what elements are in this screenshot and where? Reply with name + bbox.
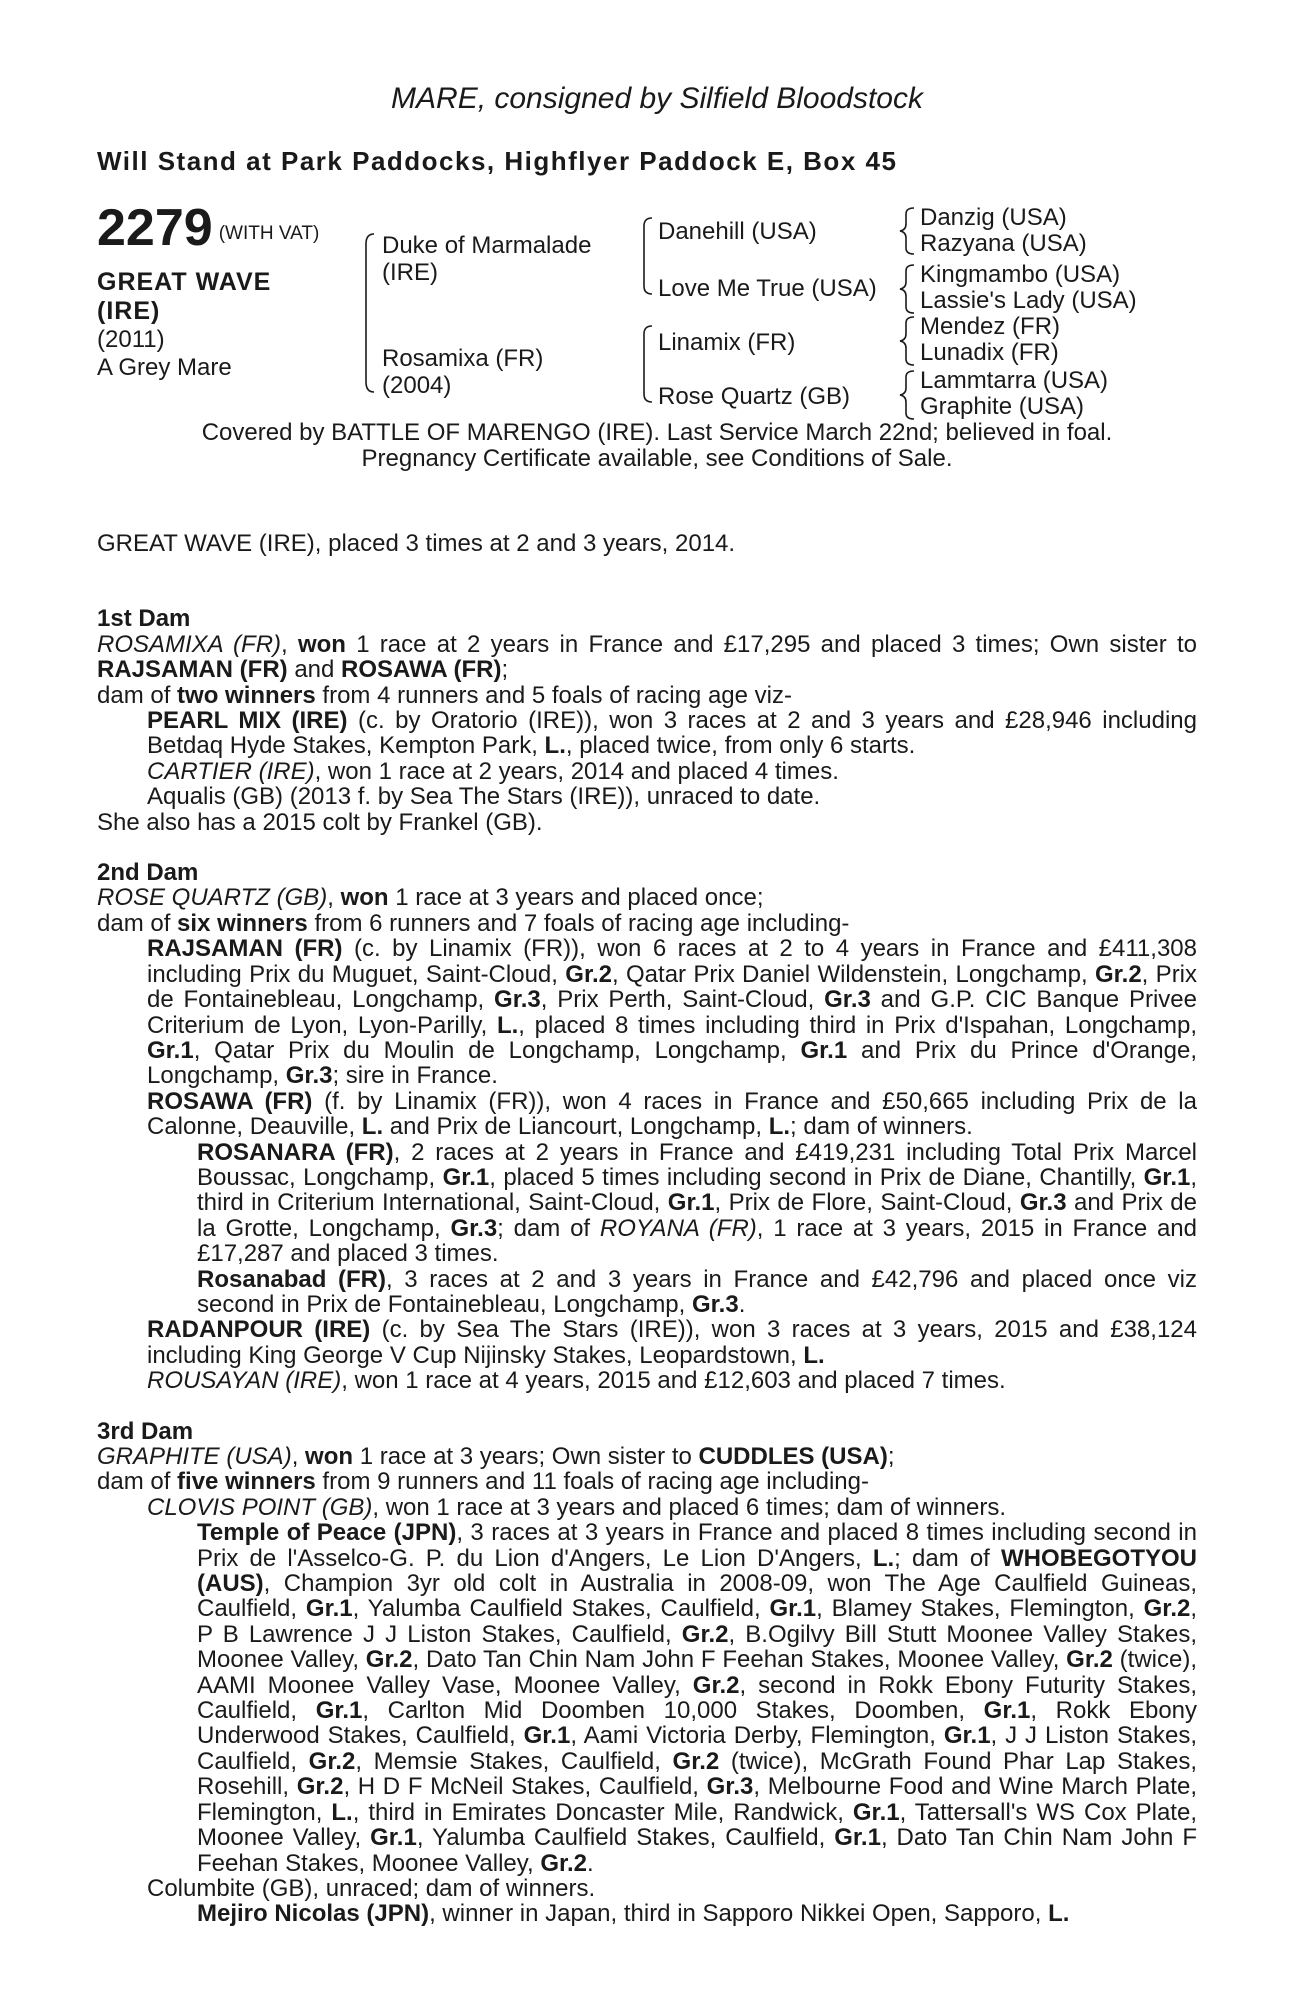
vat-note: (WITH VAT)	[218, 223, 320, 244]
race-summary: GREAT WAVE (IRE), placed 3 times at 2 and 3 years, 2014.	[97, 530, 736, 557]
covered-line2: Pregnancy Certificate available, see Conditions of Sale.	[361, 445, 953, 472]
second-dam-record: ROSE QUARTZ (GB), won 1 race at 3 years and placed once;	[97, 884, 764, 912]
third-dam-record: GRAPHITE (USA), won 1 race at 3 years; Own sister to CUDDLES (USA);	[97, 1443, 895, 1470]
ped-sire-sire: Danehill (USA)	[658, 218, 817, 245]
produce-radanpour: RADANPOUR (IRE) (c. by Sea The Stars (IRE)), won 3 races at 3 years, 2015 and £38,124 including King George V Cup Nijinsky Stakes, Leopardstown, L.	[147, 1316, 1197, 1369]
ped-sire-country: (IRE)	[382, 259, 438, 286]
produce-columbite: Columbite (GB), unraced; dam of winners.	[147, 1874, 596, 1902]
produce-rosanabad: Rosanabad (FR), 3 races at 2 and 3 years in France and £42,796 and placed once viz second in Prix de Fontainebleau, Longchamp, Gr.3.	[197, 1265, 1197, 1318]
ped-dam-year: (2004)	[382, 372, 452, 399]
dam-line-brace	[638, 324, 658, 404]
sire-dam-brace	[360, 232, 380, 394]
ped-sire: Duke of Marmalade	[382, 232, 592, 259]
lot-number-line	[97, 199, 357, 260]
g-brace-1	[898, 206, 918, 256]
second-dam-title: 2nd Dam	[97, 859, 199, 887]
ped-dam-sire: Linamix (FR)	[658, 329, 796, 356]
produce-rosanara: ROSANARA (FR), 2 races at 2 years in France and £419,231 including Total Prix Marcel Boussac, Longchamp, Gr.1, placed 5 times including second in Prix de Diane, Chantilly, Gr.1, third in Criterium International, Saint-Cloud, Gr.1, Prix de Flore, Saint-Cloud, Gr.3 and Prix de la Grotte, Longchamp, Gr.3; dam of ROYANA (FR), 1 race at 3 years, 2015 in France and £17,287 and placed 3 times.	[197, 1138, 1198, 1268]
ped-dam: Rosamixa (FR)	[382, 345, 544, 372]
ped-sire-dam: Love Me True (USA)	[658, 275, 877, 302]
third-dam-produce: dam of five winners from 9 runners and 11 foals of racing age including-	[97, 1468, 869, 1496]
produce-aqualis: Aqualis (GB) (2013 f. by Sea The Stars (IRE)), unraced to date.	[147, 783, 821, 811]
ped-g4: Lassie's Lady (USA)	[920, 287, 1137, 314]
horse-name-line2: (IRE)	[97, 297, 161, 325]
covered-note	[0, 420, 1314, 472]
ped-dam-dam: Rose Quartz (GB)	[658, 383, 851, 410]
third-dam-title: 3rd Dam	[97, 1417, 194, 1445]
sire-line-brace	[638, 216, 658, 296]
first-dam-title: 1st Dam	[97, 605, 191, 633]
horse-name-line1: GREAT WAVE	[97, 268, 272, 296]
produce-rousayan: ROUSAYAN (IRE), won 1 race at 4 years, 2015 and £12,603 and placed 7 times.	[147, 1367, 1006, 1395]
stand-location: Will Stand at Park Paddocks, Highflyer Paddock E, Box 45	[97, 146, 898, 176]
ped-g2: Razyana (USA)	[920, 230, 1087, 257]
ped-g5: Mendez (FR)	[920, 313, 1061, 340]
produce-mejiro-nicolas: Mejiro Nicolas (JPN), winner in Japan, third in Sapporo Nikkei Open, Sapporo, L.	[197, 1900, 1070, 1928]
g-brace-2	[898, 263, 918, 315]
first-dam-produce: dam of two winners from 4 runners and 5 foals of racing age viz-	[97, 681, 792, 709]
produce-clovis-point: CLOVIS POINT (GB), won 1 race at 3 years and placed 6 times; dam of winners.	[147, 1493, 1007, 1521]
covered-line1: Covered by BATTLE OF MARENGO (IRE). Last Service March 22nd; believed in foal.	[201, 419, 1113, 446]
catalogue-body	[97, 531, 1197, 1927]
lot-block	[97, 199, 357, 382]
ped-g6: Lunadix (FR)	[920, 339, 1059, 366]
produce-2015-colt: She also has a 2015 colt by Frankel (GB).	[97, 808, 543, 836]
horse-description: A Grey Mare	[97, 354, 232, 381]
produce-cartier: CARTIER (IRE), won 1 race at 2 years, 2014 and placed 4 times.	[147, 757, 839, 785]
produce-rajsaman: RAJSAMAN (FR) (c. by Linamix (FR)), won 6 races at 2 to 4 years in France and £411,308 including Prix du Muguet, Saint-Cloud, Gr.2, Qatar Prix Daniel Wildenstein, Longchamp, Gr.2, Prix de Fontainebleau, Longchamp, Gr.3, Prix Perth, Saint-Cloud, Gr.3 and G.P. CIC Banque Privee Criterium de Lyon, Lyon-Parilly, L., placed 8 times including third in Prix d'Ispahan, Longchamp, Gr.1, Qatar Prix du Moulin de Longchamp, Longchamp, Gr.1 and Prix du Prince d'Orange, Longchamp, Gr.3; sire in France.	[147, 935, 1198, 1090]
first-dam-record: ROSAMIXA (FR), won 1 race at 2 years in France and £17,295 and placed 3 times; Own sister to RAJSAMAN (FR) and ROSAWA (FR);	[97, 630, 1197, 684]
lot-number: 2279	[97, 199, 213, 257]
horse-name	[97, 268, 357, 326]
ped-g8: Graphite (USA)	[920, 393, 1085, 420]
g-brace-3	[898, 315, 918, 367]
foaling-year: (2011)	[97, 326, 165, 353]
g-brace-4	[898, 369, 918, 421]
ped-g1: Danzig (USA)	[920, 204, 1067, 231]
consignment-line: MARE, consigned by Silfield Bloodstock	[391, 82, 923, 115]
produce-temple-of-peace: Temple of Peace (JPN), 3 races at 3 years in France and placed 8 times including second in Prix de l'Asselco-G. P. du Lion d'Angers, Le Lion D'Angers, L.; dam of WHOBEGOTYOU (AUS), Champion 3yr old colt in Australia in 2008-09, won The Age Caulfield Guineas, Caulfield, Gr.1, Yalumba Caulfield Stakes, Caulfield, Gr.1, Blamey Stakes, Flemington, Gr.2, P B Lawrence J J Liston Stakes, Caulfield, Gr.2, B.Ogilvy Bill Stutt Moonee Valley Stakes, Moonee Valley, Gr.2, Dato Tan Chin Nam John F Feehan Stakes, Moonee Valley, Gr.2 (twice), AAMI Moonee Valley Vase, Moonee Valley, Gr.2, second in Rokk Ebony Futurity Stakes, Caulfield, Gr.1, Carlton Mid Doomben 10,000 Stakes, Doomben, Gr.1, Rokk Ebony Underwood Stakes, Caulfield, Gr.1, Aami Victoria Derby, Flemington, Gr.1, J J Liston Stakes, Caulfield, Gr.2, Memsie Stakes, Caulfield, Gr.2 (twice), McGrath Found Phar Lap Stakes, Rosehill, Gr.2, H D F McNeil Stakes, Caulfield, Gr.3, Melbourne Food and Wine March Plate, Flemington, L., third in Emirates Doncaster Mile, Randwick, Gr.1, Tattersall's WS Cox Plate, Moonee Valley, Gr.1, Yalumba Caulfield Stakes, Caulfield, Gr.1, Dato Tan Chin Nam John F Feehan Stakes, Moonee Valley, Gr.2.	[197, 1519, 1198, 1877]
ped-g7: Lammtarra (USA)	[920, 367, 1109, 394]
second-dam-produce: dam of six winners from 6 runners and 7 foals of racing age including-	[97, 909, 850, 937]
ped-g3: Kingmambo (USA)	[920, 261, 1121, 288]
produce-pearl-mix: PEARL MIX (IRE) (c. by Oratorio (IRE)), won 3 races at 2 and 3 years and £28,946 including Betdaq Hyde Stakes, Kempton Park, L., placed twice, from only 6 starts.	[147, 707, 1197, 760]
produce-rosawa: ROSAWA (FR) (f. by Linamix (FR)), won 4 races in France and £50,665 including Prix de la Calonne, Deauville, L. and Prix de Liancourt, Longchamp, L.; dam of winners.	[147, 1087, 1197, 1141]
